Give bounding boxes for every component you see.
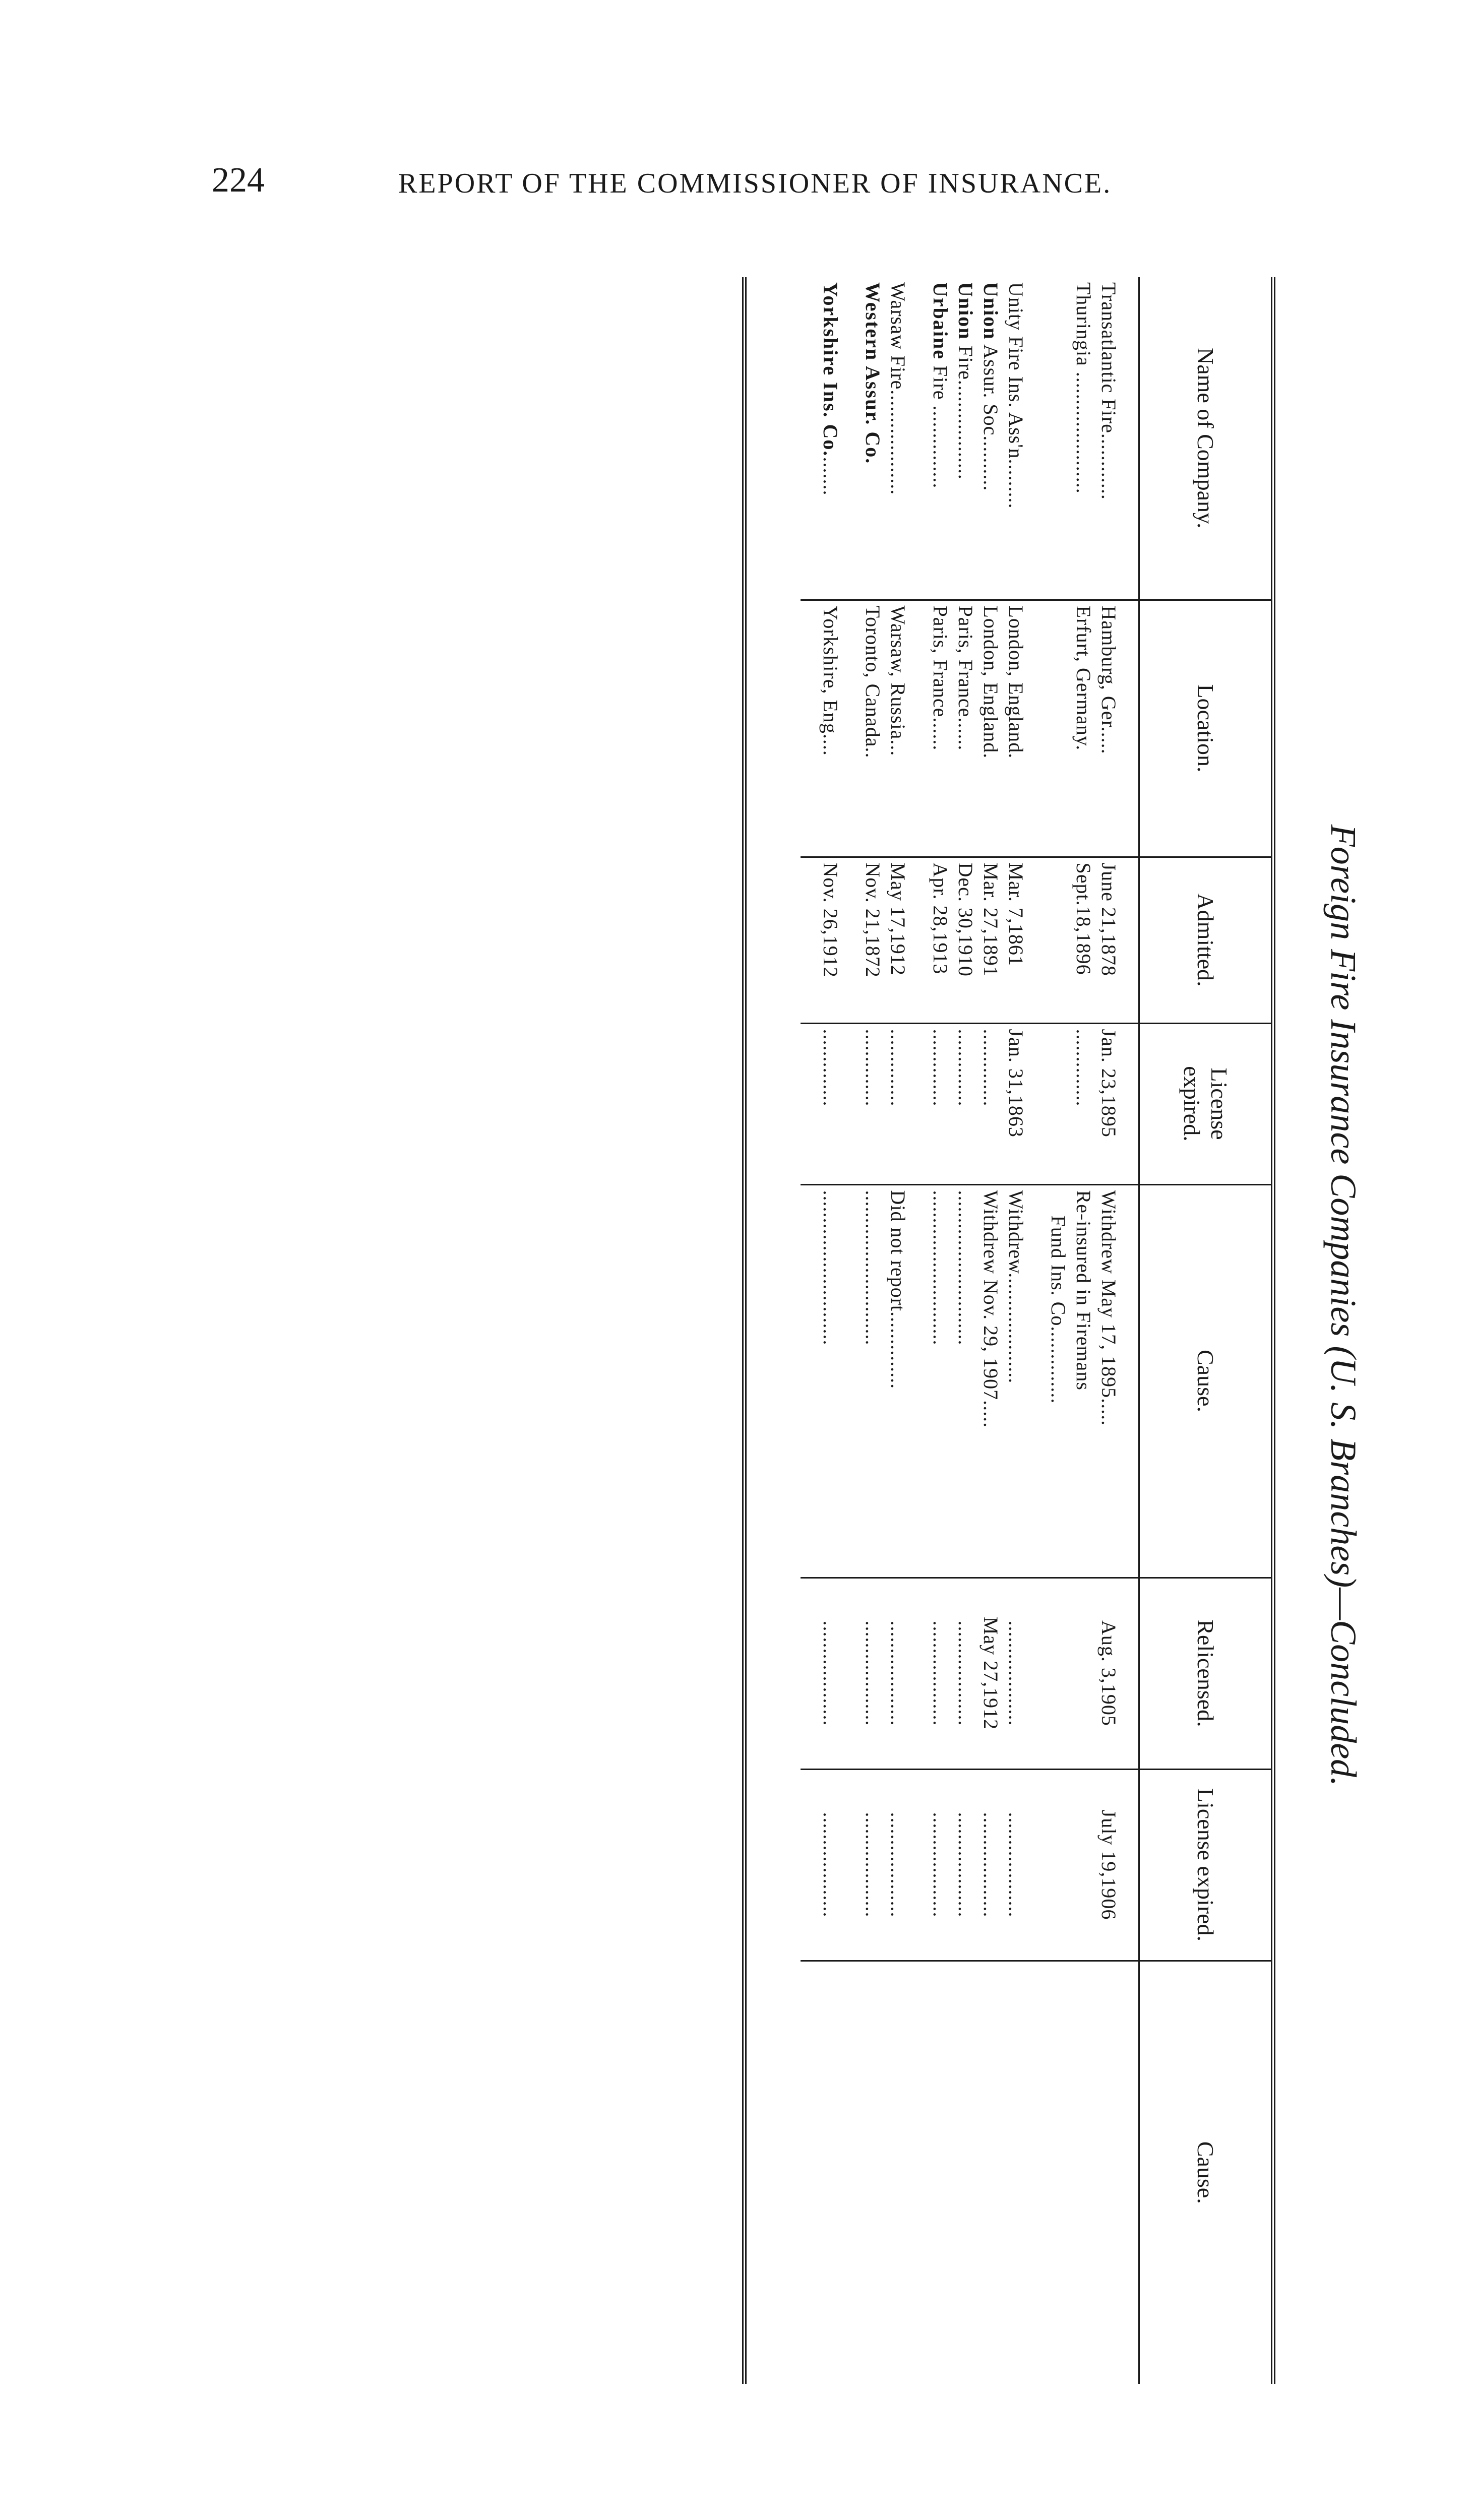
company-name: Fire.................. [954, 340, 977, 480]
relicensed-cell: ................... [1003, 1578, 1028, 1769]
admitted-cell: Mar. 27,1891 [978, 857, 1003, 1023]
cause-cell: Withdrew Nov. 29, 1907..... [978, 1184, 1003, 1578]
spacer-row [843, 277, 860, 2384]
cause-cell: Withdrew May 17, 1895..... [1096, 1184, 1121, 1578]
page-number: 224 [212, 161, 265, 200]
license-expired-2-cell: ................... [860, 1769, 885, 1961]
header-relicensed: Relicensed. [1139, 1578, 1271, 1769]
relicensed-cell: Aug. 3,1905 [1096, 1578, 1121, 1769]
table-row [1046, 277, 1071, 2384]
location-cell: London, England. [1003, 600, 1028, 857]
admitted-cell: May 17,1912 [885, 857, 910, 1023]
relicensed-cell: ................... [928, 1578, 953, 1769]
license-expired-cell: Jan. 31,1863 [1003, 1023, 1028, 1184]
cause-2-cell [1096, 1961, 1121, 2384]
license-expired-cell: .............. [885, 1023, 910, 1184]
company-name: Thuringia ...................... [1072, 282, 1095, 494]
table-row [860, 277, 885, 2384]
company-name: ....... [819, 457, 842, 496]
relicensed-cell: ................... [818, 1578, 843, 1769]
relicensed-cell [1046, 1578, 1071, 1769]
relicensed-cell [1071, 1578, 1096, 1769]
cause-2-cell [1071, 1961, 1096, 2384]
license-expired-cell: .............. [1071, 1023, 1096, 1184]
admitted-cell: June 21,1878 [1096, 857, 1121, 1023]
license-expired-cell: .............. [860, 1023, 885, 1184]
cause-2-cell [860, 1961, 885, 2384]
table-row [1071, 277, 1096, 2384]
header-admitted: Admitted. [1139, 857, 1271, 1023]
header-location: Location. [1139, 600, 1271, 857]
company-name: Fire ............... [929, 360, 952, 489]
admitted-cell: Nov. 21,1872 [860, 857, 885, 1023]
company-name-cell [1071, 277, 1096, 600]
table-frame [742, 277, 1275, 2384]
company-name-cell [928, 277, 953, 600]
cause-cell: ............................ [860, 1184, 885, 1578]
company-name-bold: Yorkshire Ins. Co. [819, 282, 842, 457]
running-title: REPORT OF THE COMMISSIONER OF INSURANCE. [398, 168, 1112, 199]
table-row [885, 277, 910, 2384]
company-name-bold: Western Assur. Co. [862, 282, 884, 465]
company-name-cell [818, 277, 843, 600]
relicensed-cell: May 27,1912 [978, 1578, 1003, 1769]
cause-2-cell [818, 1961, 843, 2384]
table-row [1003, 277, 1028, 2384]
location-cell [1046, 600, 1071, 857]
license-expired-2-cell: July 19,1906 [1096, 1769, 1121, 1961]
cause-2-cell [885, 1961, 910, 2384]
company-name-bold: Urbaine [929, 282, 952, 360]
header-name: Name of Company. [1139, 277, 1271, 600]
table-row [978, 277, 1003, 2384]
table-caption: Foreign Fire Insurance Companies (U. S. Branches)—Concluded. [1323, 824, 1364, 1787]
location-cell: Toronto, Canada.. [860, 600, 885, 857]
license-expired-2-cell: ................... [885, 1769, 910, 1961]
company-table [801, 277, 1271, 2384]
cause-2-cell [928, 1961, 953, 2384]
admitted-cell: Dec. 30,1910 [953, 857, 978, 1023]
license-expired-2-cell [1071, 1769, 1096, 1961]
license-expired-cell: .............. [953, 1023, 978, 1184]
license-expired-2-cell: ................... [1003, 1769, 1028, 1961]
company-name-cell [1096, 277, 1121, 600]
admitted-cell [1046, 857, 1071, 1023]
location-cell: London, England. [978, 600, 1003, 857]
license-expired-2-cell: ................... [953, 1769, 978, 1961]
company-name-cell [1046, 277, 1071, 600]
spacer-row [1121, 277, 1139, 2384]
location-cell: Yorkshire, Eng.... [818, 600, 843, 857]
company-name: Assur. Soc.......... [979, 340, 1002, 491]
cause-cell: ............................ [818, 1184, 843, 1578]
cause-cell: Withdrew.................... [1003, 1184, 1028, 1578]
license-expired-cell: .............. [978, 1023, 1003, 1184]
company-name-bold: Union [954, 282, 977, 340]
license-expired-cell: .............. [928, 1023, 953, 1184]
company-name: Unity Fire Ins. Ass'n......... [1005, 282, 1027, 509]
cause-2-cell [978, 1961, 1003, 2384]
company-name: Warsaw Fire................... [887, 282, 909, 495]
location-cell: Warsaw, Russia... [885, 600, 910, 857]
company-name-bold: Union [979, 282, 1002, 340]
admitted-cell: Nov. 26,1912 [818, 857, 843, 1023]
location-cell: Hamburg, Ger..... [1096, 600, 1121, 857]
location-cell: Erfurt, Germany. [1071, 600, 1096, 857]
cause-cell: ............................ [928, 1184, 953, 1578]
company-name-cell [953, 277, 978, 600]
license-expired-2-cell: ................... [978, 1769, 1003, 1961]
cause-2-cell [953, 1961, 978, 2384]
license-expired-cell [1046, 1023, 1071, 1184]
cause-2-cell [1046, 1961, 1071, 2384]
table-row [928, 277, 953, 2384]
cause-cell: ............................ [953, 1184, 978, 1578]
license-expired-cell: .............. [818, 1023, 843, 1184]
relicensed-cell: ................... [953, 1578, 978, 1769]
license-expired-2-cell: ................... [928, 1769, 953, 1961]
location-cell: Paris, France...... [928, 600, 953, 857]
spacer-row [910, 277, 928, 2384]
admitted-cell: Apr. 28,1913 [928, 857, 953, 1023]
admitted-cell: Mar. 7,1861 [1003, 857, 1028, 1023]
relicensed-cell: ................... [860, 1578, 885, 1769]
header-license-expired-2: License expired. [1139, 1769, 1271, 1961]
license-expired-2-cell: ................... [818, 1769, 843, 1961]
header-row [1139, 277, 1271, 2384]
company-name: Transatlantic Fire............ [1097, 282, 1120, 500]
cause-cell: Fund Ins. Co.............. [1046, 1184, 1071, 1578]
spacer-row [801, 277, 818, 2384]
company-name-cell [978, 277, 1003, 600]
relicensed-cell: ................... [885, 1578, 910, 1769]
table-row [818, 277, 843, 2384]
location-cell: Paris, France...... [953, 600, 978, 857]
license-expired-cell: Jan. 23,1895 [1096, 1023, 1121, 1184]
cause-2-cell [1003, 1961, 1028, 2384]
table-row [1096, 277, 1121, 2384]
table-row [953, 277, 978, 2384]
company-name-cell [885, 277, 910, 600]
spacer-row [1028, 277, 1046, 2384]
header-cause: Cause. [1139, 1184, 1271, 1578]
company-name-cell [860, 277, 885, 600]
company-name-cell [1003, 277, 1028, 600]
header-license-expired: License expired. [1139, 1023, 1271, 1184]
header-cause-2: Cause. [1139, 1961, 1271, 2384]
cause-cell: Re-insured in Firemans [1071, 1184, 1096, 1578]
license-expired-2-cell [1046, 1769, 1071, 1961]
admitted-cell: Sept.18,1896 [1071, 857, 1096, 1023]
cause-cell: Did not report.............. [885, 1184, 910, 1578]
rotated-table-block [232, 166, 1422, 2444]
